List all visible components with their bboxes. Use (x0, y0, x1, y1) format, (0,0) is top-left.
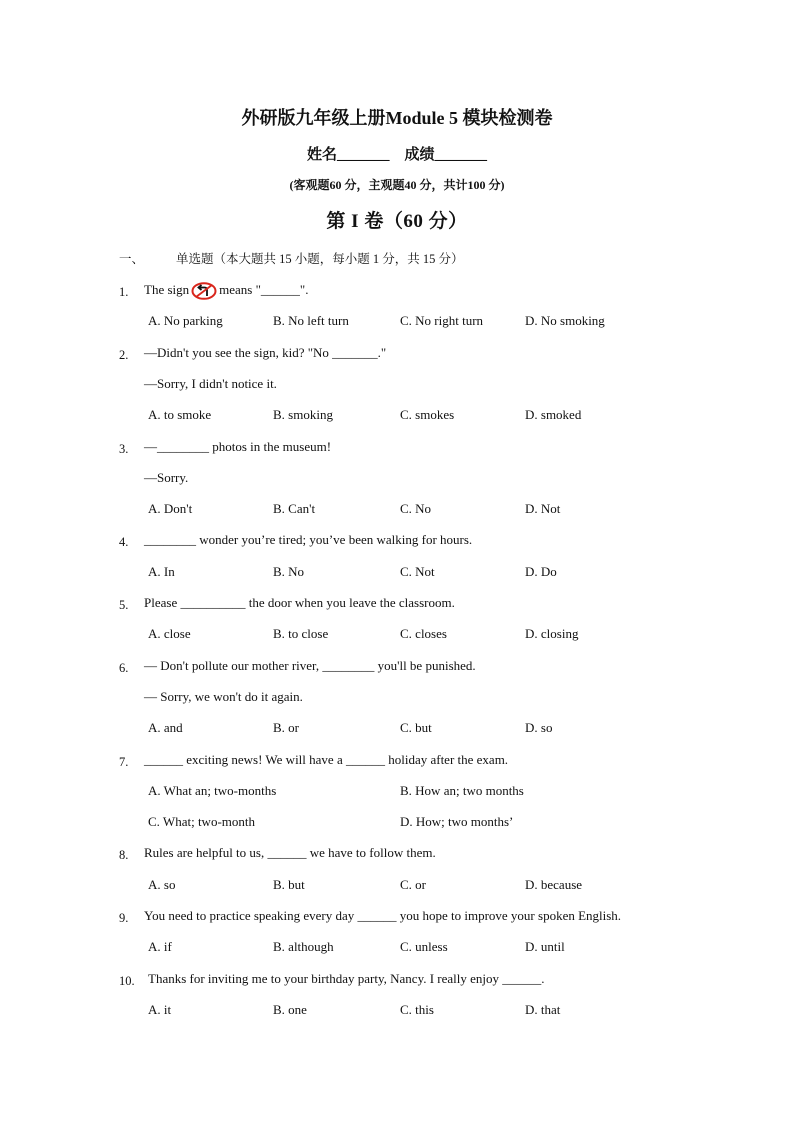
question-stem: — Don't pollute our mother river, ________ you'll be punished. (144, 657, 476, 673)
option-c[interactable]: C. unless (400, 939, 448, 955)
option-d[interactable]: D. that (525, 1001, 561, 1017)
option-d[interactable]: D. so (525, 720, 553, 736)
question-number: 3. (119, 441, 129, 456)
section-heading (119, 249, 464, 267)
question-stem: Thanks for inviting me to your birthday party, Nancy. I really enjoy ______. (148, 970, 545, 986)
score-field-label: 成绩_______ (404, 147, 488, 163)
question-number: 1. (119, 285, 129, 299)
question-stem: You need to practice speaking every day ______ you hope to improve your spoken English. (144, 908, 622, 923)
question-number: 2. (119, 347, 129, 362)
option-a[interactable]: A. No parking (148, 313, 223, 329)
option-b[interactable]: B. smoking (273, 407, 333, 423)
name-score-row (0, 143, 794, 164)
option-d[interactable]: D. No smoking (525, 313, 605, 329)
option-c[interactable]: C. No right turn (400, 313, 484, 329)
option-b[interactable]: B. to close (273, 626, 329, 642)
option-c[interactable]: C. closes (400, 626, 447, 642)
option-b[interactable]: B. Can't (273, 501, 316, 517)
option-d[interactable]: D. Do (525, 563, 557, 579)
option-c[interactable]: C. What; two-month (148, 814, 256, 830)
dialogue-line: —Sorry, I didn't notice it. (144, 375, 277, 391)
dialogue-line: —Sorry. (144, 469, 189, 485)
question-number: 5. (119, 598, 129, 612)
option-c[interactable]: C. this (400, 1001, 434, 1017)
option-c[interactable]: C. Not (400, 563, 435, 579)
section-title: 单选题（本大题共 15 小题，每小题 1 分，共 15 分） (176, 252, 464, 266)
question-number: 9. (119, 911, 129, 925)
option-b[interactable]: B. although (273, 939, 334, 955)
option-a[interactable]: A. and (148, 720, 183, 736)
question-stem: Please __________ the door when you leave the classroom. (144, 595, 455, 610)
option-b[interactable]: B. one (273, 1001, 307, 1017)
volume-heading: 第 I 卷（60 分） (326, 211, 468, 232)
option-a[interactable]: A. In (148, 563, 175, 579)
question-number: 10. (119, 973, 135, 988)
option-a[interactable]: A. it (148, 1001, 172, 1017)
stem-text-after-sign: means "______". (219, 282, 309, 297)
stem-text-before-sign: The sign (144, 282, 190, 297)
option-a[interactable]: A. close (148, 626, 191, 642)
option-b[interactable]: B. No (273, 563, 305, 579)
option-a[interactable]: A. if (148, 939, 172, 955)
question-number: 7. (119, 754, 129, 769)
question-number: 6. (119, 660, 129, 675)
option-c[interactable]: C. smokes (400, 407, 455, 423)
option-a[interactable]: A. Don't (148, 501, 193, 517)
option-d[interactable]: D. Not (525, 501, 561, 517)
option-c[interactable]: C. but (400, 720, 432, 736)
question-number: 4. (119, 535, 129, 550)
question-number: 8. (119, 848, 129, 863)
question-stem: —Didn't you see the sign, kid? "No _______." (144, 344, 387, 360)
no-left-turn-sign-icon (191, 282, 217, 300)
option-a[interactable]: A. What an; two-months (148, 782, 277, 798)
points-note: (客观题60 分，主观题40 分，共计100 分) (289, 178, 505, 192)
option-b[interactable]: B. How an; two months (400, 782, 524, 798)
question-stem: ________ wonder you’re tired; you’ve been walking for hours. (144, 532, 473, 548)
question-stem (144, 282, 308, 300)
option-b[interactable]: B. or (273, 720, 299, 736)
option-d[interactable]: D. How; two months’ (400, 814, 514, 830)
option-b[interactable]: B. No left turn (273, 313, 349, 329)
option-c[interactable]: C. or (400, 876, 426, 892)
option-c[interactable]: C. No (400, 501, 432, 517)
option-d[interactable]: D. smoked (525, 407, 582, 423)
option-d[interactable]: D. because (525, 876, 583, 892)
option-b[interactable]: B. but (273, 876, 305, 892)
option-a[interactable]: A. to smoke (148, 407, 212, 423)
page-title: 外研版九年级上册Module 5 模块检测卷 (241, 108, 553, 128)
question-stem: Rules are helpful to us, ______ we have to follow them. (144, 845, 436, 861)
name-field-label: 姓名_______ (306, 147, 390, 163)
option-d[interactable]: D. until (525, 939, 565, 955)
question-stem: ______ exciting news! We will have a ______ holiday after the exam. (144, 751, 509, 767)
dialogue-line: — Sorry, we won't do it again. (144, 688, 303, 704)
question-stem: —________ photos in the museum! (144, 438, 332, 454)
option-d[interactable]: D. closing (525, 626, 579, 642)
option-a[interactable]: A. so (148, 876, 176, 892)
section-number: 一、 (119, 252, 145, 266)
